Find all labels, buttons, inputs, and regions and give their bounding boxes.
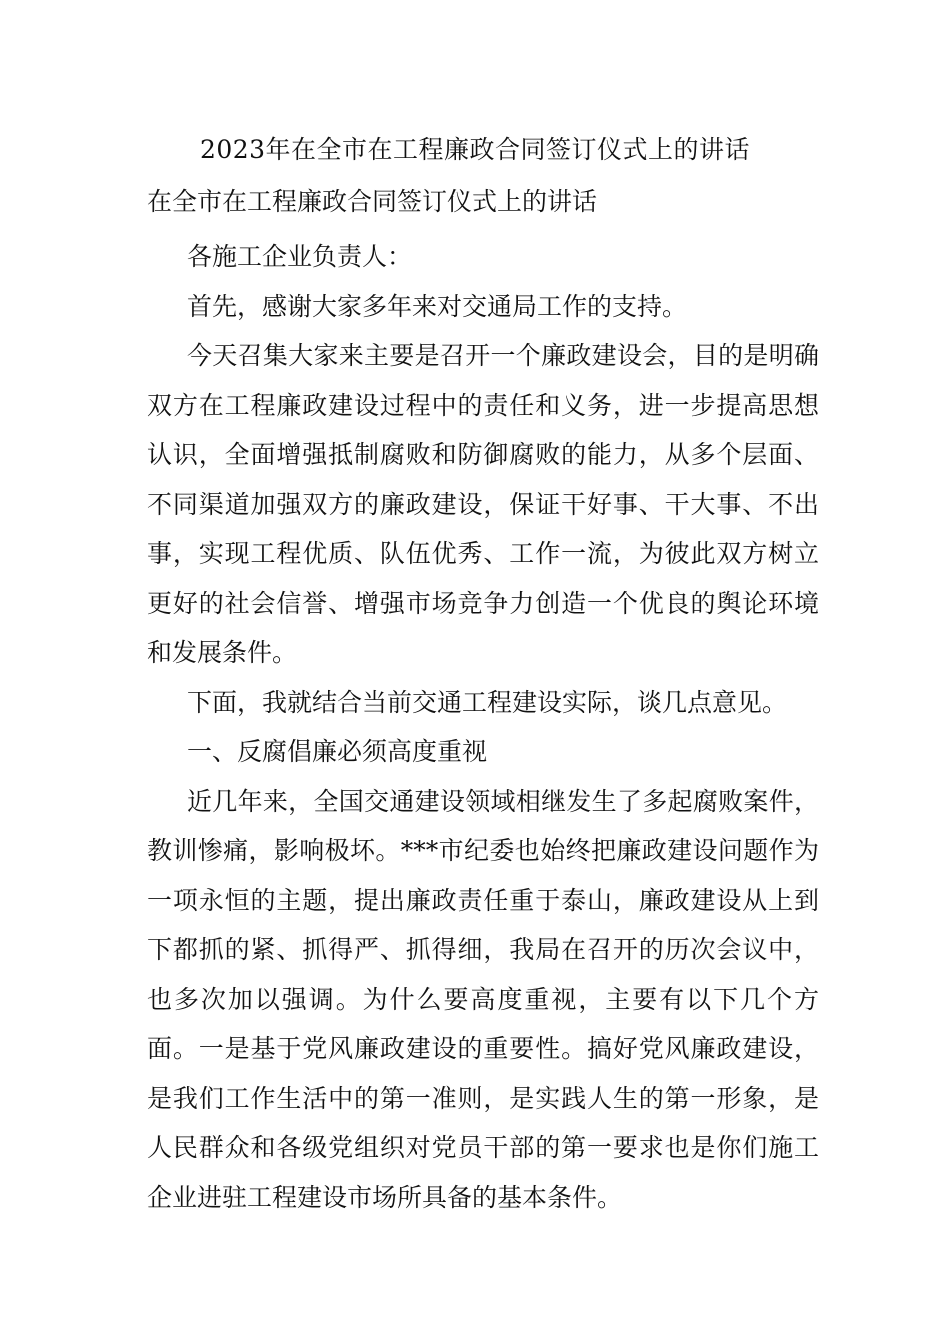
document-body [147,232,819,1222]
thanks-paragraph: 首先，感谢大家多年来对交通局工作的支持。 [187,291,688,321]
section-body-paragraph: 近几年来，全国交通建设领域相继发生了多起腐败案件，教训惨痛，影响极坏。***市纪委也始终把廉政建设问题作为一项永恒的主题，提出廉政责任重于泰山，廉政建设从上到下都抓的紧、抓得严、抓得细，我局在召开的历次会议中，也多次加以强调。为什么要高度重视，主要有以下几个方面。一是基于党风廉政建设的重要性。搞好党风廉政建设，是我们工作生活中的第一准则，是实践人生的第一形象，是人民群众和各级党组织对党员干部的第一要求也是你们施工企业进驻工程建设市场所具备的基本条件。 [147,786,819,1212]
transition-paragraph: 下面，我就结合当前交通工程建设实际，谈几点意见。 [187,687,788,717]
document-title: 2023年在全市在工程廉政合同签订仪式上的讲话 [199,135,751,164]
purpose-paragraph: 今天召集大家来主要是召开一个廉政建设会，目的是明确双方在工程廉政建设过程中的责任和义务，进一步提高思想认识，全面增强抵制腐败和防御腐败的能力，从多个层面、不同渠道加强双方的廉政建设，保证干好事、干大事、不出事，实现工程优质、队伍优秀、工作一流，为彼此双方树立更好的社会信誉、增强市场竞争力创造一个优良的舆论环境和发展条件。 [147,341,819,667]
salutation-paragraph: 各施工企业负责人： [187,242,413,271]
section-heading: 一、反腐倡廉必须高度重视 [187,737,488,766]
document-subtitle: 在全市在工程廉政合同签订仪式上的讲话 [147,187,598,216]
